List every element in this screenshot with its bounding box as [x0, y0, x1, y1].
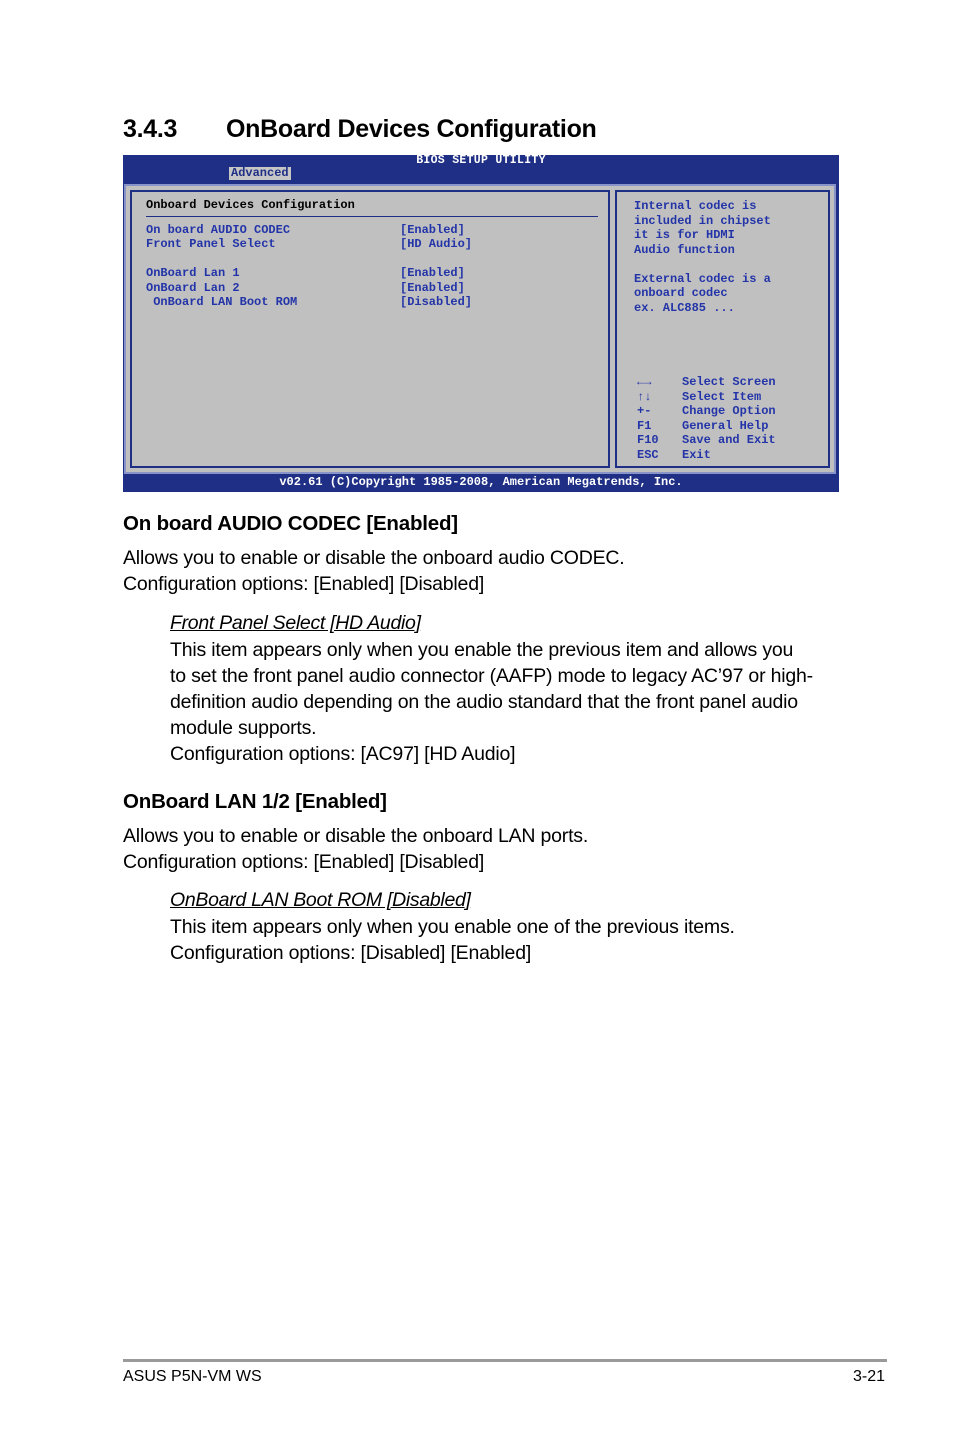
audio-codec-heading: On board AUDIO CODEC [Enabled]: [123, 512, 458, 535]
bios-row-value: [Enabled]: [400, 281, 465, 295]
front-panel-select-title: Front Panel Select [HD Audio]: [170, 612, 421, 634]
bios-key-name: +-: [637, 404, 652, 418]
footer-model: ASUS P5N-VM WS: [123, 1368, 262, 1385]
bios-key-select-item: [637, 389, 762, 405]
lan-boot-rom-title: OnBoard LAN Boot ROM [Disabled]: [170, 889, 471, 911]
bios-row-onboard-lan-1[interactable]: [146, 266, 465, 280]
bios-row-value: [Enabled]: [400, 266, 465, 280]
section-number: 3.4.3: [123, 115, 178, 143]
bios-row-label: On board AUDIO CODEC: [146, 223, 291, 237]
bios-key-change-option: [637, 404, 776, 419]
text-line: Configuration options: [Disabled] [Enabled]: [170, 942, 532, 964]
bios-key-name: ESC: [637, 447, 659, 462]
bios-help-line: onboard codec: [634, 286, 728, 300]
text-line: Configuration options: [Enabled] [Disabled]: [123, 851, 485, 873]
bios-help-panel: [615, 190, 830, 468]
bios-panel-divider: [146, 216, 598, 217]
bios-help-line: Audio function: [634, 242, 735, 257]
text-line: module supports.: [170, 717, 317, 739]
bios-key-save-exit: [637, 433, 776, 448]
bios-key-desc: Select Item: [682, 389, 762, 404]
text-line: Configuration options: [Enabled] [Disabled]: [123, 573, 485, 595]
bios-row-value: [Enabled]: [400, 223, 465, 237]
tab-advanced[interactable]: Advanced: [231, 166, 289, 180]
text-line: to set the front panel audio connector (AAFP) mode to legacy AC’97 or high-: [170, 665, 813, 687]
bios-copyright-footer: v02.61 (C)Copyright 1985-2008, American Megatrends, Inc.: [279, 475, 683, 489]
bios-row-front-panel-select[interactable]: [146, 237, 473, 251]
lan-boot-rom-description: [170, 914, 735, 966]
bios-utility-title: BIOS SETUP UTILITY: [416, 154, 546, 167]
text-line: definition audio depending on the audio standard that the front panel audio: [170, 691, 798, 713]
bios-frame: [124, 184, 836, 474]
text-line: Configuration options: [AC97] [HD Audio]: [170, 743, 516, 765]
bios-help-line: External codec is a: [634, 271, 771, 286]
bios-row-value: [HD Audio]: [400, 237, 473, 251]
bios-settings-panel: [130, 190, 610, 468]
bios-key-name: F10: [637, 433, 659, 447]
onboard-lan-heading: OnBoard LAN 1/2 [Enabled]: [123, 790, 387, 813]
bios-key-select-screen: [637, 375, 776, 390]
bios-help-line: ex. ALC885 ...: [634, 300, 735, 315]
bios-key-general-help: [637, 418, 769, 434]
text-line: Allows you to enable or disable the onboard audio CODEC.: [123, 547, 625, 569]
footer-page-number: 3-21: [852, 1368, 885, 1385]
bios-key-name: F1: [637, 418, 652, 433]
bios-row-onboard-lan-2[interactable]: [146, 281, 465, 295]
up-down-arrows-icon: ↑↓: [637, 389, 652, 404]
text-line: This item appears only when you enable the previous item and allows you: [170, 639, 794, 661]
bios-key-desc: Change Option: [682, 404, 776, 418]
bios-key-desc: General Help: [682, 418, 769, 433]
bios-row-audio-codec[interactable]: [146, 223, 465, 237]
bios-row-label: OnBoard Lan 1: [146, 266, 240, 280]
bios-row-value: [Disabled]: [400, 295, 473, 309]
bios-key-desc: Select Screen: [682, 375, 776, 389]
text-line: Allows you to enable or disable the onboard LAN ports.: [123, 825, 589, 847]
bios-key-exit: [637, 447, 711, 463]
bios-panel-heading: Onboard Devices Configuration: [146, 198, 355, 212]
bios-key-desc: Save and Exit: [682, 433, 776, 447]
audio-codec-description: [123, 545, 625, 597]
bios-help-line: included in chipset: [634, 213, 771, 228]
bios-row-label: OnBoard Lan 2: [146, 281, 240, 295]
section-title-text: OnBoard Devices Configuration: [226, 115, 597, 143]
front-panel-select-description: [170, 637, 813, 767]
bios-row-lan-boot-rom[interactable]: [146, 295, 473, 309]
bios-row-label: OnBoard LAN Boot ROM: [146, 295, 298, 309]
bios-key-desc: Exit: [682, 447, 711, 462]
section-title: [123, 115, 597, 144]
bios-help-line: Internal codec is: [634, 199, 757, 213]
bios-help-line: it is for HDMI: [634, 228, 735, 242]
bios-row-label: Front Panel Select: [146, 237, 276, 251]
left-right-arrows-icon: ←→: [637, 375, 652, 389]
onboard-lan-description: [123, 823, 588, 875]
text-line: This item appears only when you enable one of the previous items.: [170, 916, 735, 938]
bios-screenshot: [123, 155, 839, 492]
footer-divider: [123, 1359, 887, 1362]
